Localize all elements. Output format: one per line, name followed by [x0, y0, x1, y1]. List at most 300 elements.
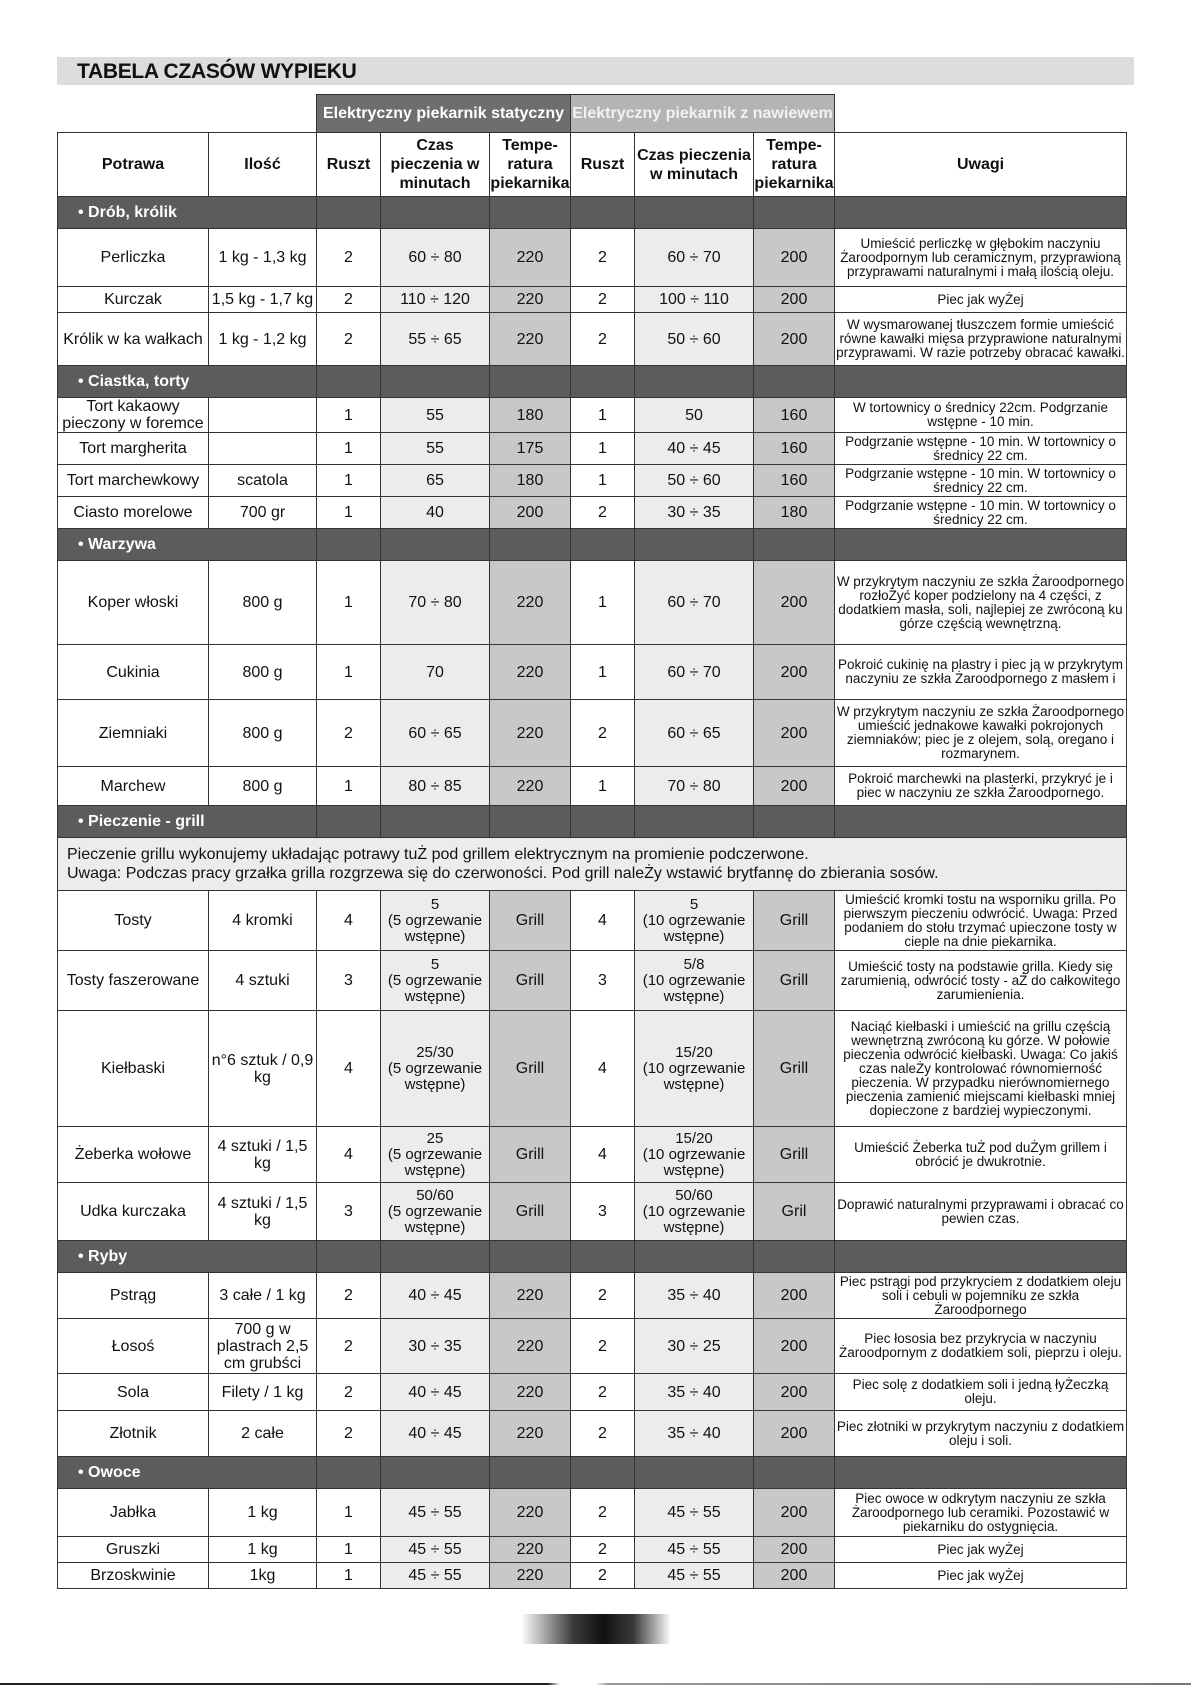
dish-name: Ciasto morelowe — [58, 497, 209, 529]
rack-static: 4 — [317, 1011, 381, 1127]
table-row — [58, 1273, 1127, 1319]
section-label: • Drób, królik — [58, 197, 317, 229]
section-cell — [490, 197, 571, 229]
quantity: scatola — [209, 465, 317, 497]
temp-static: 220 — [490, 1489, 571, 1537]
section-cell — [754, 529, 835, 561]
section-cell — [835, 197, 1127, 229]
dish-name: Cukinia — [58, 645, 209, 700]
time-fan: 45 ÷ 55 — [635, 1489, 754, 1537]
temp-fan: Grill — [754, 891, 835, 951]
quantity: 4 sztuki / 1,5 kg — [209, 1183, 317, 1241]
rack-fan: 4 — [571, 1011, 635, 1127]
rack-fan: 2 — [571, 700, 635, 767]
quantity: 1 kg - 1,3 kg — [209, 229, 317, 287]
section-cell — [490, 806, 571, 838]
time-static: 25 (5 ogrzewanie wstępne) — [381, 1127, 490, 1183]
quantity: 1kg — [209, 1563, 317, 1589]
note: Piec łososia bez przykrycia w naczyniu Żaroodpornym z dodatkiem soli, pieprzu i oleju. — [835, 1319, 1127, 1374]
section-cell — [490, 366, 571, 398]
col-uwagi: Uwagi — [835, 133, 1127, 197]
table-row — [58, 433, 1127, 465]
section-cell — [754, 1457, 835, 1489]
table-row — [58, 767, 1127, 806]
note: W wysmarowanej tłuszczem formie umieścić równe kawałki mięsa przyprawione naturalnymi przyprawami. W razie potrzeby obracać kawałki. — [835, 313, 1127, 366]
temp-fan: 200 — [754, 1319, 835, 1374]
quantity: 800 g — [209, 700, 317, 767]
table-row — [58, 398, 1127, 433]
rack-static: 1 — [317, 497, 381, 529]
note: Piec owoce w odkrytym naczyniu ze szkła Żaroodpornego lub ceramiki. Pozostawić w piekarniku do ostygnięcia. — [835, 1489, 1127, 1537]
table-row — [58, 229, 1127, 287]
temp-fan: 200 — [754, 1563, 835, 1589]
table-row — [58, 497, 1127, 529]
rack-static: 1 — [317, 433, 381, 465]
section-cell — [835, 366, 1127, 398]
section-header — [58, 1241, 1127, 1273]
temp-fan: 160 — [754, 465, 835, 497]
temp-static: 220 — [490, 700, 571, 767]
note: W tortownicy o średnicy 22cm. Podgrzanie wstępne - 10 min. — [835, 398, 1127, 433]
temp-static: 220 — [490, 1374, 571, 1411]
dish-name: Tort margherita — [58, 433, 209, 465]
col-ilosc: Ilość — [209, 133, 317, 197]
section-cell — [835, 1457, 1127, 1489]
note: Naciąć kiełbaski i umieścić na grillu częścią wewnętrzną zwróconą ku górze. W połowie pieczenia odwrócić kiełbaski. Uwaga: Co jakiś czas naleŻy kontrolować równomierność pieczenia. W przypadku nierównomiernego pieczenia zamienić miejscami kiełbaski mniej dopieczone z bardziej wypieczonymi. — [835, 1011, 1127, 1127]
temp-fan: 200 — [754, 287, 835, 313]
note: Piec jak wyŻej — [835, 1563, 1127, 1589]
section-header — [58, 529, 1127, 561]
grill-info — [58, 838, 1127, 891]
table-row — [58, 1563, 1127, 1589]
rack-static: 2 — [317, 1411, 381, 1457]
time-fan: 60 ÷ 70 — [635, 561, 754, 645]
section-cell — [835, 1241, 1127, 1273]
note: Podgrzanie wstępne - 10 min. W tortownicy o średnicy 22 cm. — [835, 497, 1127, 529]
rack-static: 2 — [317, 1273, 381, 1319]
rack-static: 1 — [317, 1563, 381, 1589]
note: Pokroić marchewki na plasterki, przykryć je i piec w naczyniu ze szkła Żaroodpornego. — [835, 767, 1127, 806]
time-static: 5 (5 ogrzewanie wstępne) — [381, 891, 490, 951]
rack-fan: 2 — [571, 229, 635, 287]
dish-name: Królik w ka wałkach — [58, 313, 209, 366]
section-label: • Ryby — [58, 1241, 317, 1273]
table-row — [58, 1411, 1127, 1457]
note: W przykrytym naczyniu ze szkła Żaroodpornego rozłoŻyć koper podzielony na 4 części, z dodatkiem masła, soli, najlepiej ze zwróconą ku górze częścią wewnętrzną. — [835, 561, 1127, 645]
rack-static: 1 — [317, 767, 381, 806]
dish-name: Pstrąg — [58, 1273, 209, 1319]
note: Pokroić cukinię na plastry i piec ją w przykrytym naczyniu ze szkła Żaroodpornego z masłem i — [835, 645, 1127, 700]
dish-name: Gruszki — [58, 1537, 209, 1563]
section-cell — [571, 529, 635, 561]
section-cell — [317, 806, 381, 838]
quantity: 1 kg - 1,2 kg — [209, 313, 317, 366]
temp-fan: Grill — [754, 951, 835, 1011]
page-number-mark — [521, 1614, 671, 1644]
section-label: • Ciastka, torty — [58, 366, 317, 398]
rack-fan: 1 — [571, 561, 635, 645]
time-fan: 100 ÷ 110 — [635, 287, 754, 313]
time-fan: 50 — [635, 398, 754, 433]
table-row — [58, 951, 1127, 1011]
section-header — [58, 806, 1127, 838]
section-cell — [571, 1241, 635, 1273]
time-fan: 35 ÷ 40 — [635, 1273, 754, 1319]
time-fan: 30 ÷ 35 — [635, 497, 754, 529]
rack-static: 1 — [317, 561, 381, 645]
grill-info-row — [58, 838, 1127, 891]
time-fan: 60 ÷ 65 — [635, 700, 754, 767]
rack-static: 2 — [317, 313, 381, 366]
rack-static: 1 — [317, 465, 381, 497]
table-row — [58, 1011, 1127, 1127]
rack-static: 3 — [317, 951, 381, 1011]
table-row — [58, 313, 1127, 366]
temp-fan: 200 — [754, 645, 835, 700]
time-static: 110 ÷ 120 — [381, 287, 490, 313]
section-cell — [635, 366, 754, 398]
temp-static: 220 — [490, 767, 571, 806]
rack-fan: 1 — [571, 645, 635, 700]
temp-fan: Grill — [754, 1011, 835, 1127]
temp-static: Grill — [490, 951, 571, 1011]
note: W przykrytym naczyniu ze szkła Żaroodpornego umieścić jednakowe kawałki pokrojonych ziemniaków; piec je z olejem, solą, oregano i rozmarynem. — [835, 700, 1127, 767]
grill-info-line: Uwaga: Podczas pracy grzałka grilla rozgrzewa się do czerwoności. Pod grill naleŻy wstawić brytfannę do zbierania sosów. — [67, 865, 939, 882]
section-cell — [317, 197, 381, 229]
section-cell — [317, 366, 381, 398]
note: Umieścić tosty na podstawie grilla. Kiedy się zarumienią, odwrócić tosty - aŻ do całkowitego zarumienienia. — [835, 951, 1127, 1011]
dish-name: Kiełbaski — [58, 1011, 209, 1127]
quantity: 2 całe — [209, 1411, 317, 1457]
section-cell — [571, 366, 635, 398]
rack-static: 2 — [317, 700, 381, 767]
time-static: 45 ÷ 55 — [381, 1489, 490, 1537]
temp-static: 220 — [490, 1411, 571, 1457]
section-cell — [381, 366, 490, 398]
temp-static: 220 — [490, 645, 571, 700]
time-fan: 50 ÷ 60 — [635, 465, 754, 497]
time-fan: 35 ÷ 40 — [635, 1374, 754, 1411]
rack-fan: 2 — [571, 1273, 635, 1319]
section-cell — [754, 1241, 835, 1273]
time-static: 40 ÷ 45 — [381, 1411, 490, 1457]
page-title: TABELA CZASÓW WYPIEKU — [77, 60, 357, 83]
section-cell — [317, 1241, 381, 1273]
col-potrawa: Potrawa — [58, 133, 209, 197]
rack-fan: 3 — [571, 1183, 635, 1241]
temp-static: Grill — [490, 1127, 571, 1183]
section-cell — [835, 529, 1127, 561]
rack-fan: 2 — [571, 1411, 635, 1457]
col-ruszt: Ruszt — [571, 133, 635, 197]
section-cell — [381, 1241, 490, 1273]
time-fan: 50/60 (10 ogrzewanie wstępne) — [635, 1183, 754, 1241]
quantity: 700 gr — [209, 497, 317, 529]
section-cell — [381, 1457, 490, 1489]
section-cell — [381, 806, 490, 838]
time-fan: 15/20 (10 ogrzewanie wstępne) — [635, 1127, 754, 1183]
temp-fan: 160 — [754, 433, 835, 465]
rack-fan: 4 — [571, 891, 635, 951]
time-fan: 35 ÷ 40 — [635, 1411, 754, 1457]
time-static: 80 ÷ 85 — [381, 767, 490, 806]
time-static: 65 — [381, 465, 490, 497]
temp-fan: 200 — [754, 767, 835, 806]
quantity: 1,5 kg - 1,7 kg — [209, 287, 317, 313]
section-cell — [835, 806, 1127, 838]
quantity: 1 kg — [209, 1537, 317, 1563]
time-fan: 40 ÷ 45 — [635, 433, 754, 465]
rack-static: 2 — [317, 1319, 381, 1374]
col-temp: Tempe-ratura piekarnika — [490, 133, 571, 197]
quantity — [209, 433, 317, 465]
dish-name: Sola — [58, 1374, 209, 1411]
temp-fan: 200 — [754, 313, 835, 366]
time-static: 45 ÷ 55 — [381, 1537, 490, 1563]
section-header — [58, 197, 1127, 229]
rack-static: 2 — [317, 229, 381, 287]
table-row — [58, 561, 1127, 645]
section-header — [58, 1457, 1127, 1489]
group-fan-oven: Elektryczny piekarnik z nawiewem — [571, 95, 835, 133]
time-static: 60 ÷ 65 — [381, 700, 490, 767]
baking-table — [57, 94, 1127, 1589]
table-row — [58, 287, 1127, 313]
time-fan: 30 ÷ 25 — [635, 1319, 754, 1374]
rack-static: 2 — [317, 1374, 381, 1411]
time-static: 45 ÷ 55 — [381, 1563, 490, 1589]
quantity: n°6 sztuk / 0,9 kg — [209, 1011, 317, 1127]
title-bar — [57, 57, 1134, 85]
section-cell — [571, 1457, 635, 1489]
temp-fan: 200 — [754, 1489, 835, 1537]
dish-name: Złotnik — [58, 1411, 209, 1457]
dish-name: Kurczak — [58, 287, 209, 313]
temp-fan: Gril — [754, 1183, 835, 1241]
temp-fan: 200 — [754, 1411, 835, 1457]
temp-fan: 200 — [754, 700, 835, 767]
section-cell — [635, 197, 754, 229]
table-row — [58, 700, 1127, 767]
temp-static: 220 — [490, 1273, 571, 1319]
section-cell — [571, 806, 635, 838]
temp-fan: 200 — [754, 229, 835, 287]
dish-name: Marchew — [58, 767, 209, 806]
rack-static: 4 — [317, 891, 381, 951]
temp-fan: 180 — [754, 497, 835, 529]
note: Doprawić naturalnymi przyprawami i obracać co pewien czas. — [835, 1183, 1127, 1241]
rack-static: 1 — [317, 645, 381, 700]
rack-static: 1 — [317, 1489, 381, 1537]
section-label: • Pieczenie - grill — [58, 806, 317, 838]
rack-fan: 1 — [571, 465, 635, 497]
table-row — [58, 465, 1127, 497]
dish-name: Tort kakaowy pieczony w foremce — [58, 398, 209, 433]
temp-fan: 200 — [754, 1537, 835, 1563]
rack-static: 1 — [317, 1537, 381, 1563]
dish-name: Żeberka wołowe — [58, 1127, 209, 1183]
time-static: 5 (5 ogrzewanie wstępne) — [381, 951, 490, 1011]
dish-name: Brzoskwinie — [58, 1563, 209, 1589]
time-fan: 45 ÷ 55 — [635, 1537, 754, 1563]
temp-static: Grill — [490, 891, 571, 951]
table-body — [58, 197, 1127, 1589]
group-static-oven: Elektryczny piekarnik statyczny — [317, 95, 571, 133]
temp-static: 220 — [490, 561, 571, 645]
temp-fan: 200 — [754, 1374, 835, 1411]
quantity: 4 sztuki — [209, 951, 317, 1011]
temp-static: 220 — [490, 313, 571, 366]
section-cell — [635, 1457, 754, 1489]
table-row — [58, 1319, 1127, 1374]
section-label: • Warzywa — [58, 529, 317, 561]
time-static: 55 — [381, 398, 490, 433]
time-static: 30 ÷ 35 — [381, 1319, 490, 1374]
temp-fan: 200 — [754, 561, 835, 645]
time-static: 60 ÷ 80 — [381, 229, 490, 287]
rack-fan: 2 — [571, 287, 635, 313]
dish-name: Tosty — [58, 891, 209, 951]
quantity: 1 kg — [209, 1489, 317, 1537]
time-static: 55 — [381, 433, 490, 465]
rack-fan: 2 — [571, 1537, 635, 1563]
table-row — [58, 645, 1127, 700]
temp-fan: 200 — [754, 1273, 835, 1319]
note: Piec jak wyŻej — [835, 287, 1127, 313]
section-cell — [754, 366, 835, 398]
time-static: 70 ÷ 80 — [381, 561, 490, 645]
section-cell — [754, 197, 835, 229]
quantity: 800 g — [209, 645, 317, 700]
note: Podgrzanie wstępne - 10 min. W tortownicy o średnicy 22 cm. — [835, 433, 1127, 465]
section-cell — [635, 806, 754, 838]
col-temp: Tempe-ratura piekarnika — [754, 133, 835, 197]
dish-name: Jabłka — [58, 1489, 209, 1537]
note: Piec pstrągi pod przykryciem z dodatkiem oleju soli i cebuli w pojemniku ze szkła Żaroodpornego — [835, 1273, 1127, 1319]
rack-fan: 3 — [571, 951, 635, 1011]
dish-name: Koper włoski — [58, 561, 209, 645]
section-cell — [754, 806, 835, 838]
time-static: 50/60 (5 ogrzewanie wstępne) — [381, 1183, 490, 1241]
table-row — [58, 1489, 1127, 1537]
col-ruszt: Ruszt — [317, 133, 381, 197]
time-fan: 70 ÷ 80 — [635, 767, 754, 806]
grill-info-line: Pieczenie grillu wykonujemy układając potrawy tuŻ pod grillem elektrycznym na promienie podczerwone. — [67, 846, 809, 863]
temp-static: 200 — [490, 497, 571, 529]
time-static: 40 — [381, 497, 490, 529]
dish-name: Tort marchewkowy — [58, 465, 209, 497]
section-cell — [317, 1457, 381, 1489]
rack-fan: 1 — [571, 767, 635, 806]
temp-static: 220 — [490, 1537, 571, 1563]
section-cell — [490, 1457, 571, 1489]
time-fan: 50 ÷ 60 — [635, 313, 754, 366]
section-cell — [635, 1241, 754, 1273]
temp-static: 220 — [490, 229, 571, 287]
note: Piec złotniki w przykrytym naczyniu z dodatkiem oleju i soli. — [835, 1411, 1127, 1457]
time-static: 55 ÷ 65 — [381, 313, 490, 366]
note: Umieścić kromki tostu na wsporniku grilla. Po pierwszym pieczeniu odwrócić. Uwaga: Przed podaniem do stołu trzymać upieczone tosty w cieple na dnie piekarnika. — [835, 891, 1127, 951]
rack-fan: 2 — [571, 313, 635, 366]
table-row — [58, 891, 1127, 951]
rack-static: 4 — [317, 1127, 381, 1183]
temp-fan: Grill — [754, 1127, 835, 1183]
col-czas: Czas pieczenia w minutach — [635, 133, 754, 197]
quantity: 800 g — [209, 767, 317, 806]
time-static: 40 ÷ 45 — [381, 1374, 490, 1411]
table-row — [58, 1127, 1127, 1183]
rack-fan: 2 — [571, 1489, 635, 1537]
rack-static: 3 — [317, 1183, 381, 1241]
temp-static: Grill — [490, 1183, 571, 1241]
temp-static: 220 — [490, 287, 571, 313]
temp-static: 175 — [490, 433, 571, 465]
table-row — [58, 1374, 1127, 1411]
dish-name: Perliczka — [58, 229, 209, 287]
quantity: 800 g — [209, 561, 317, 645]
section-cell — [381, 197, 490, 229]
rack-static: 1 — [317, 398, 381, 433]
quantity: 700 g w plastrach 2,5 cm grubści — [209, 1319, 317, 1374]
time-fan: 15/20 (10 ogrzewanie wstępne) — [635, 1011, 754, 1127]
dish-name: Tosty faszerowane — [58, 951, 209, 1011]
section-cell — [490, 529, 571, 561]
time-fan: 45 ÷ 55 — [635, 1563, 754, 1589]
table-row — [58, 1183, 1127, 1241]
temp-static: 180 — [490, 398, 571, 433]
quantity: 4 kromki — [209, 891, 317, 951]
time-fan: 5/8 (10 ogrzewanie wstępne) — [635, 951, 754, 1011]
note: Piec solę z dodatkiem soli i jedną łyŻeczką oleju. — [835, 1374, 1127, 1411]
section-cell — [381, 529, 490, 561]
header-spacer — [835, 95, 1127, 133]
quantity — [209, 398, 317, 433]
quantity: 4 sztuki / 1,5 kg — [209, 1127, 317, 1183]
rack-fan: 4 — [571, 1127, 635, 1183]
note: Umieścić Żeberka tuŻ pod duŻym grillem i obrócić je dwukrotnie. — [835, 1127, 1127, 1183]
rack-fan: 2 — [571, 1374, 635, 1411]
temp-static: 220 — [490, 1563, 571, 1589]
section-label: • Owoce — [58, 1457, 317, 1489]
quantity: 3 całe / 1 kg — [209, 1273, 317, 1319]
temp-static: 220 — [490, 1319, 571, 1374]
note: Podgrzanie wstępne - 10 min. W tortownicy o średnicy 22 cm. — [835, 465, 1127, 497]
rack-fan: 1 — [571, 433, 635, 465]
rack-static: 2 — [317, 287, 381, 313]
quantity: Filety / 1 kg — [209, 1374, 317, 1411]
time-fan: 60 ÷ 70 — [635, 645, 754, 700]
section-cell — [490, 1241, 571, 1273]
temp-static: Grill — [490, 1011, 571, 1127]
rack-fan: 2 — [571, 497, 635, 529]
col-czas: Czas pieczenia w minutach — [381, 133, 490, 197]
section-header — [58, 366, 1127, 398]
rack-fan: 1 — [571, 398, 635, 433]
table-row — [58, 1537, 1127, 1563]
header-spacer — [58, 95, 317, 133]
section-cell — [317, 529, 381, 561]
time-fan: 60 ÷ 70 — [635, 229, 754, 287]
time-fan: 5 (10 ogrzewanie wstępne) — [635, 891, 754, 951]
time-static: 25/30 (5 ogrzewanie wstępne) — [381, 1011, 490, 1127]
temp-fan: 160 — [754, 398, 835, 433]
temp-static: 180 — [490, 465, 571, 497]
time-static: 70 — [381, 645, 490, 700]
note: Piec jak wyŻej — [835, 1537, 1127, 1563]
section-cell — [635, 529, 754, 561]
time-static: 40 ÷ 45 — [381, 1273, 490, 1319]
rack-fan: 2 — [571, 1563, 635, 1589]
